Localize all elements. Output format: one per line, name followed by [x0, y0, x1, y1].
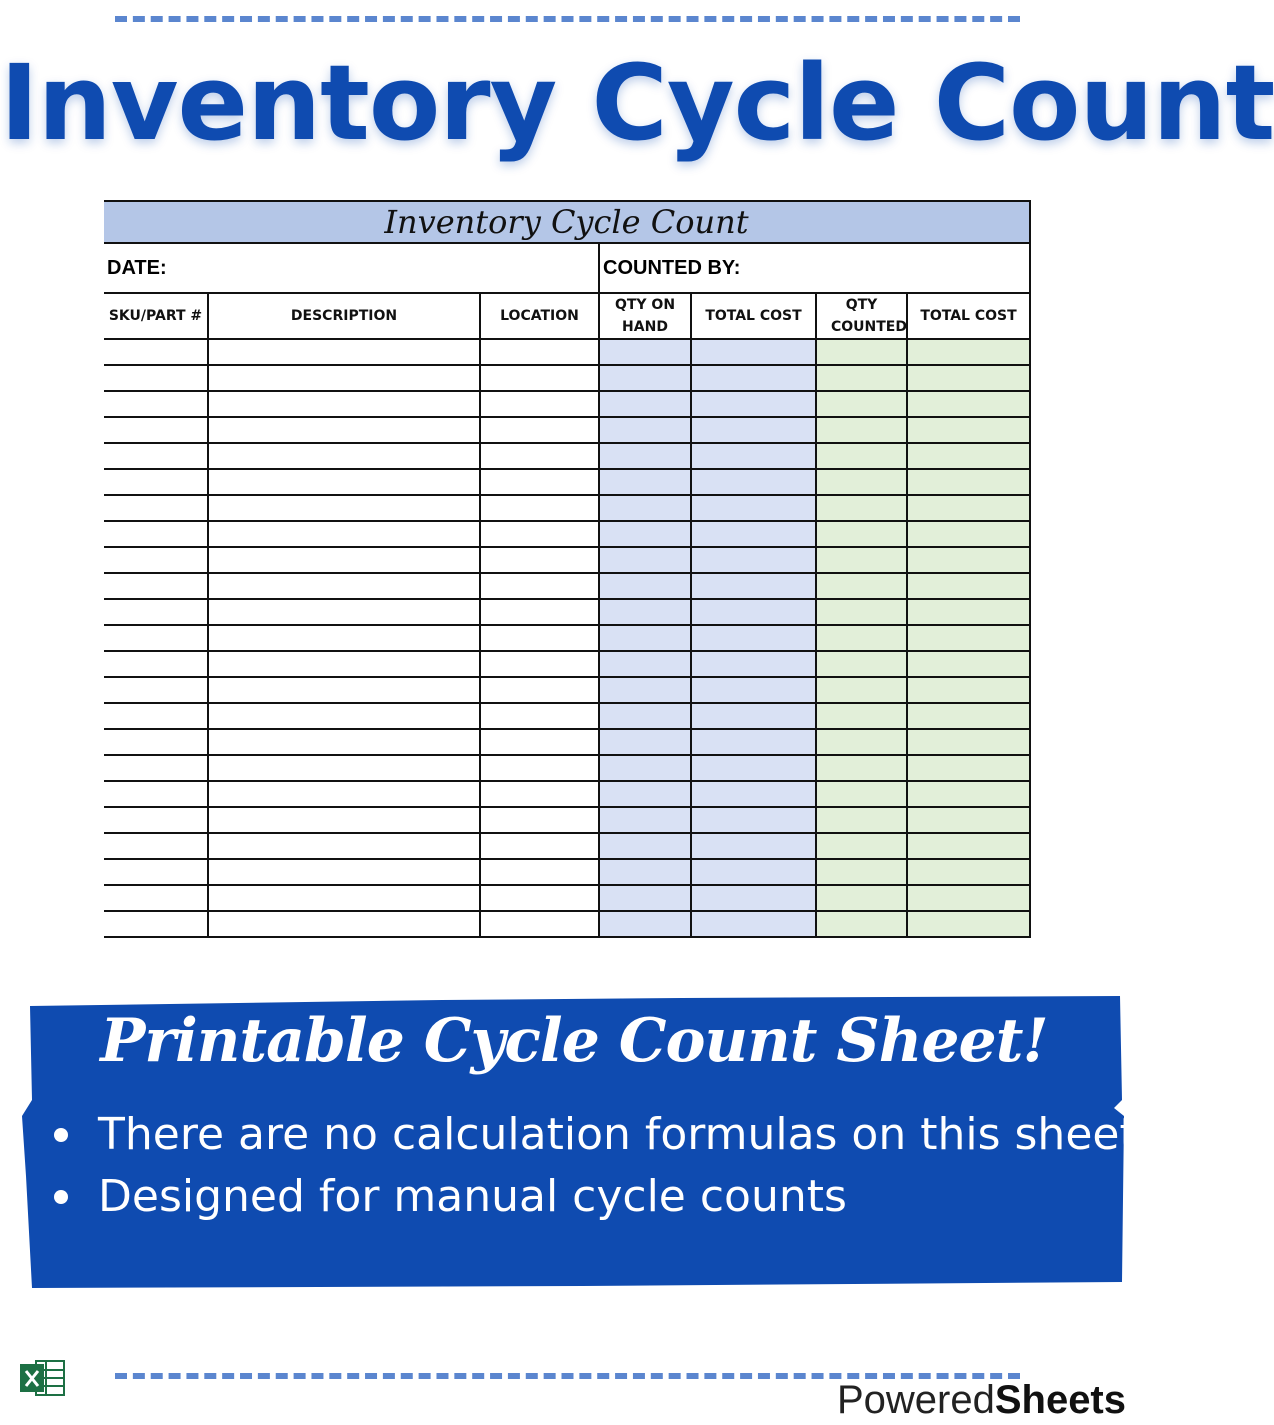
feature-bullet — [52, 1104, 1137, 1166]
sheet-title: Inventory Cycle Count — [104, 201, 1030, 243]
total-cost-counted-cell[interactable] — [907, 547, 1030, 573]
description-cell[interactable] — [208, 521, 480, 547]
sku-cell[interactable] — [104, 885, 208, 911]
qty-counted-cell[interactable] — [816, 755, 907, 781]
qty-counted-cell[interactable] — [816, 703, 907, 729]
qty-counted-cell[interactable] — [816, 781, 907, 807]
feature-bullet-list — [52, 1104, 1137, 1228]
total-cost-on-hand-cell[interactable] — [691, 391, 816, 417]
qty-counted-cell[interactable] — [816, 495, 907, 521]
total-cost-counted-cell[interactable] — [907, 755, 1030, 781]
total-cost-counted-cell[interactable] — [907, 885, 1030, 911]
total-cost-on-hand-cell[interactable] — [691, 547, 816, 573]
total-cost-counted-cell[interactable] — [907, 625, 1030, 651]
total-cost-on-hand-cell[interactable] — [691, 443, 816, 469]
total-cost-counted-cell[interactable] — [907, 703, 1030, 729]
location-cell[interactable] — [480, 521, 599, 547]
table-row — [104, 365, 1030, 391]
qty-counted-cell[interactable] — [816, 911, 907, 937]
location-cell[interactable] — [480, 365, 599, 391]
bullet-dot-icon — [54, 1128, 68, 1142]
qty-counted-cell[interactable] — [816, 339, 907, 365]
description-cell[interactable] — [208, 651, 480, 677]
location-cell[interactable] — [480, 651, 599, 677]
table-row — [104, 625, 1030, 651]
total-cost-on-hand-cell[interactable] — [691, 833, 816, 859]
total-cost-counted-cell[interactable] — [907, 521, 1030, 547]
brand-name-light: Powered — [836, 1378, 995, 1422]
excel-icon — [20, 1358, 66, 1398]
total-cost-counted-cell[interactable] — [907, 469, 1030, 495]
description-cell[interactable] — [208, 495, 480, 521]
qty-counted-cell[interactable] — [816, 469, 907, 495]
column-header-total-cost-on-hand: TOTAL COST — [691, 293, 816, 339]
qty-on-hand-cell[interactable] — [599, 755, 691, 781]
location-cell[interactable] — [480, 573, 599, 599]
total-cost-counted-cell[interactable] — [907, 911, 1030, 937]
table-row — [104, 443, 1030, 469]
description-cell[interactable] — [208, 781, 480, 807]
total-cost-on-hand-cell[interactable] — [691, 365, 816, 391]
sku-cell[interactable] — [104, 625, 208, 651]
description-cell[interactable] — [208, 833, 480, 859]
table-row — [104, 547, 1030, 573]
location-cell[interactable] — [480, 677, 599, 703]
total-cost-counted-cell[interactable] — [907, 417, 1030, 443]
total-cost-counted-cell[interactable] — [907, 859, 1030, 885]
location-cell[interactable] — [480, 807, 599, 833]
qty-counted-cell[interactable] — [816, 859, 907, 885]
qty-on-hand-cell[interactable] — [599, 573, 691, 599]
qty-counted-cell[interactable] — [816, 885, 907, 911]
total-cost-on-hand-cell[interactable] — [691, 703, 816, 729]
table-row — [104, 703, 1030, 729]
date-field[interactable]: DATE: — [104, 243, 599, 293]
qty-on-hand-cell[interactable] — [599, 521, 691, 547]
top-dashed-divider — [115, 16, 1020, 22]
qty-on-hand-cell[interactable] — [599, 547, 691, 573]
description-cell[interactable] — [208, 729, 480, 755]
table-row — [104, 495, 1030, 521]
feature-bullet — [52, 1166, 1137, 1228]
total-cost-on-hand-cell[interactable] — [691, 417, 816, 443]
column-header-sku: SKU/PART # — [104, 293, 208, 339]
table-row — [104, 859, 1030, 885]
qty-counted-cell[interactable] — [816, 651, 907, 677]
total-cost-on-hand-cell[interactable] — [691, 339, 816, 365]
qty-counted-cell[interactable] — [816, 729, 907, 755]
location-cell[interactable] — [480, 885, 599, 911]
total-cost-on-hand-cell[interactable] — [691, 625, 816, 651]
qty-on-hand-cell[interactable] — [599, 703, 691, 729]
table-row — [104, 677, 1030, 703]
total-cost-on-hand-cell[interactable] — [691, 807, 816, 833]
sku-cell[interactable] — [104, 573, 208, 599]
location-cell[interactable] — [480, 911, 599, 937]
sheet-rows — [104, 339, 1030, 937]
qty-on-hand-cell[interactable] — [599, 807, 691, 833]
sku-cell[interactable] — [104, 651, 208, 677]
sku-cell[interactable] — [104, 911, 208, 937]
total-cost-counted-cell[interactable] — [907, 651, 1030, 677]
qty-on-hand-cell[interactable] — [599, 625, 691, 651]
total-cost-on-hand-cell[interactable] — [691, 781, 816, 807]
location-cell[interactable] — [480, 443, 599, 469]
location-cell[interactable] — [480, 599, 599, 625]
total-cost-counted-cell[interactable] — [907, 365, 1030, 391]
qty-counted-cell[interactable] — [816, 547, 907, 573]
qty-on-hand-cell[interactable] — [599, 469, 691, 495]
description-cell[interactable] — [208, 443, 480, 469]
brand-name-bold: Sheets — [994, 1378, 1126, 1422]
total-cost-counted-cell[interactable] — [907, 833, 1030, 859]
location-cell[interactable] — [480, 547, 599, 573]
table-row — [104, 651, 1030, 677]
description-cell[interactable] — [208, 859, 480, 885]
table-row — [104, 391, 1030, 417]
qty-on-hand-cell[interactable] — [599, 833, 691, 859]
total-cost-on-hand-cell[interactable] — [691, 729, 816, 755]
description-cell[interactable] — [208, 885, 480, 911]
location-cell[interactable] — [480, 391, 599, 417]
column-header-total-cost-counted: TOTAL COST — [907, 293, 1030, 339]
description-cell[interactable] — [208, 547, 480, 573]
description-cell[interactable] — [208, 807, 480, 833]
sku-cell[interactable] — [104, 599, 208, 625]
sku-cell[interactable] — [104, 703, 208, 729]
sku-cell[interactable] — [104, 547, 208, 573]
location-cell[interactable] — [480, 833, 599, 859]
total-cost-counted-cell[interactable] — [907, 391, 1030, 417]
qty-on-hand-cell[interactable] — [599, 651, 691, 677]
total-cost-on-hand-cell[interactable] — [691, 755, 816, 781]
sku-cell[interactable] — [104, 443, 208, 469]
description-cell[interactable] — [208, 365, 480, 391]
qty-on-hand-cell[interactable] — [599, 781, 691, 807]
total-cost-counted-cell[interactable] — [907, 677, 1030, 703]
table-row — [104, 885, 1030, 911]
cycle-count-table — [104, 200, 1031, 938]
description-cell[interactable] — [208, 677, 480, 703]
total-cost-on-hand-cell[interactable] — [691, 521, 816, 547]
sku-cell[interactable] — [104, 755, 208, 781]
location-cell[interactable] — [480, 495, 599, 521]
qty-counted-cell[interactable] — [816, 833, 907, 859]
qty-counted-cell[interactable] — [816, 521, 907, 547]
sku-cell[interactable] — [104, 833, 208, 859]
column-header-qty-counted: QTY COUNTED — [816, 293, 907, 339]
qty-on-hand-cell[interactable] — [599, 391, 691, 417]
column-header-description: DESCRIPTION — [208, 293, 480, 339]
description-cell[interactable] — [208, 625, 480, 651]
description-cell[interactable] — [208, 703, 480, 729]
column-header-qty-on-hand: QTY ON HAND — [599, 293, 691, 339]
qty-counted-cell[interactable] — [816, 807, 907, 833]
sku-cell[interactable] — [104, 729, 208, 755]
total-cost-counted-cell[interactable] — [907, 573, 1030, 599]
cycle-count-sheet — [104, 200, 1030, 938]
location-cell[interactable] — [480, 469, 599, 495]
qty-on-hand-cell[interactable] — [599, 677, 691, 703]
qty-on-hand-cell[interactable] — [599, 911, 691, 937]
sku-cell[interactable] — [104, 391, 208, 417]
sku-cell[interactable] — [104, 521, 208, 547]
qty-counted-cell[interactable] — [816, 391, 907, 417]
location-cell[interactable] — [480, 781, 599, 807]
location-cell[interactable] — [480, 729, 599, 755]
sku-cell[interactable] — [104, 469, 208, 495]
sku-cell[interactable] — [104, 417, 208, 443]
page-title: Inventory Cycle Count — [0, 42, 1274, 164]
qty-counted-cell[interactable] — [816, 599, 907, 625]
qty-on-hand-cell[interactable] — [599, 729, 691, 755]
location-cell[interactable] — [480, 703, 599, 729]
qty-on-hand-cell[interactable] — [599, 443, 691, 469]
location-cell[interactable] — [480, 625, 599, 651]
column-header-location: LOCATION — [480, 293, 599, 339]
location-cell[interactable] — [480, 339, 599, 365]
total-cost-on-hand-cell[interactable] — [691, 599, 816, 625]
total-cost-on-hand-cell[interactable] — [691, 651, 816, 677]
sku-cell[interactable] — [104, 365, 208, 391]
table-row — [104, 599, 1030, 625]
table-row — [104, 417, 1030, 443]
total-cost-on-hand-cell[interactable] — [691, 859, 816, 885]
feature-bullet-text: Designed for manual cycle counts — [98, 1171, 847, 1222]
total-cost-counted-cell[interactable] — [907, 495, 1030, 521]
qty-on-hand-cell[interactable] — [599, 599, 691, 625]
sku-cell[interactable] — [104, 677, 208, 703]
qty-counted-cell[interactable] — [816, 677, 907, 703]
table-row — [104, 469, 1030, 495]
description-cell[interactable] — [208, 469, 480, 495]
location-cell[interactable] — [480, 417, 599, 443]
total-cost-counted-cell[interactable] — [907, 807, 1030, 833]
location-cell[interactable] — [480, 859, 599, 885]
banner-title: Printable Cycle Count Sheet! — [100, 1006, 1048, 1076]
table-row — [104, 755, 1030, 781]
description-cell[interactable] — [208, 339, 480, 365]
total-cost-counted-cell[interactable] — [907, 339, 1030, 365]
sku-cell[interactable] — [104, 781, 208, 807]
qty-counted-cell[interactable] — [816, 573, 907, 599]
qty-counted-cell[interactable] — [816, 365, 907, 391]
total-cost-counted-cell[interactable] — [907, 599, 1030, 625]
qty-on-hand-cell[interactable] — [599, 885, 691, 911]
sku-cell[interactable] — [104, 495, 208, 521]
description-cell[interactable] — [208, 417, 480, 443]
description-cell[interactable] — [208, 573, 480, 599]
qty-counted-cell[interactable] — [816, 625, 907, 651]
brand-logo — [837, 1378, 1126, 1423]
sku-cell[interactable] — [104, 807, 208, 833]
total-cost-on-hand-cell[interactable] — [691, 677, 816, 703]
qty-on-hand-cell[interactable] — [599, 495, 691, 521]
total-cost-counted-cell[interactable] — [907, 781, 1030, 807]
description-cell[interactable] — [208, 599, 480, 625]
description-cell[interactable] — [208, 755, 480, 781]
feature-banner — [22, 996, 1137, 1288]
location-cell[interactable] — [480, 755, 599, 781]
qty-on-hand-cell[interactable] — [599, 365, 691, 391]
total-cost-counted-cell[interactable] — [907, 443, 1030, 469]
total-cost-counted-cell[interactable] — [907, 729, 1030, 755]
sku-cell[interactable] — [104, 859, 208, 885]
total-cost-on-hand-cell[interactable] — [691, 495, 816, 521]
counted-by-field[interactable]: COUNTED BY: — [599, 243, 1030, 293]
table-row — [104, 573, 1030, 599]
feature-bullet-text: There are no calculation formulas on this sheet — [98, 1109, 1137, 1160]
table-row — [104, 833, 1030, 859]
total-cost-on-hand-cell[interactable] — [691, 911, 816, 937]
total-cost-on-hand-cell[interactable] — [691, 573, 816, 599]
bullet-dot-icon — [54, 1190, 68, 1204]
sku-cell[interactable] — [104, 339, 208, 365]
description-cell[interactable] — [208, 391, 480, 417]
qty-on-hand-cell[interactable] — [599, 339, 691, 365]
description-cell[interactable] — [208, 911, 480, 937]
total-cost-on-hand-cell[interactable] — [691, 469, 816, 495]
total-cost-on-hand-cell[interactable] — [691, 885, 816, 911]
table-row — [104, 807, 1030, 833]
qty-on-hand-cell[interactable] — [599, 417, 691, 443]
qty-counted-cell[interactable] — [816, 443, 907, 469]
table-row — [104, 729, 1030, 755]
qty-counted-cell[interactable] — [816, 417, 907, 443]
table-row — [104, 521, 1030, 547]
table-row — [104, 781, 1030, 807]
qty-on-hand-cell[interactable] — [599, 859, 691, 885]
table-row — [104, 911, 1030, 937]
table-row — [104, 339, 1030, 365]
